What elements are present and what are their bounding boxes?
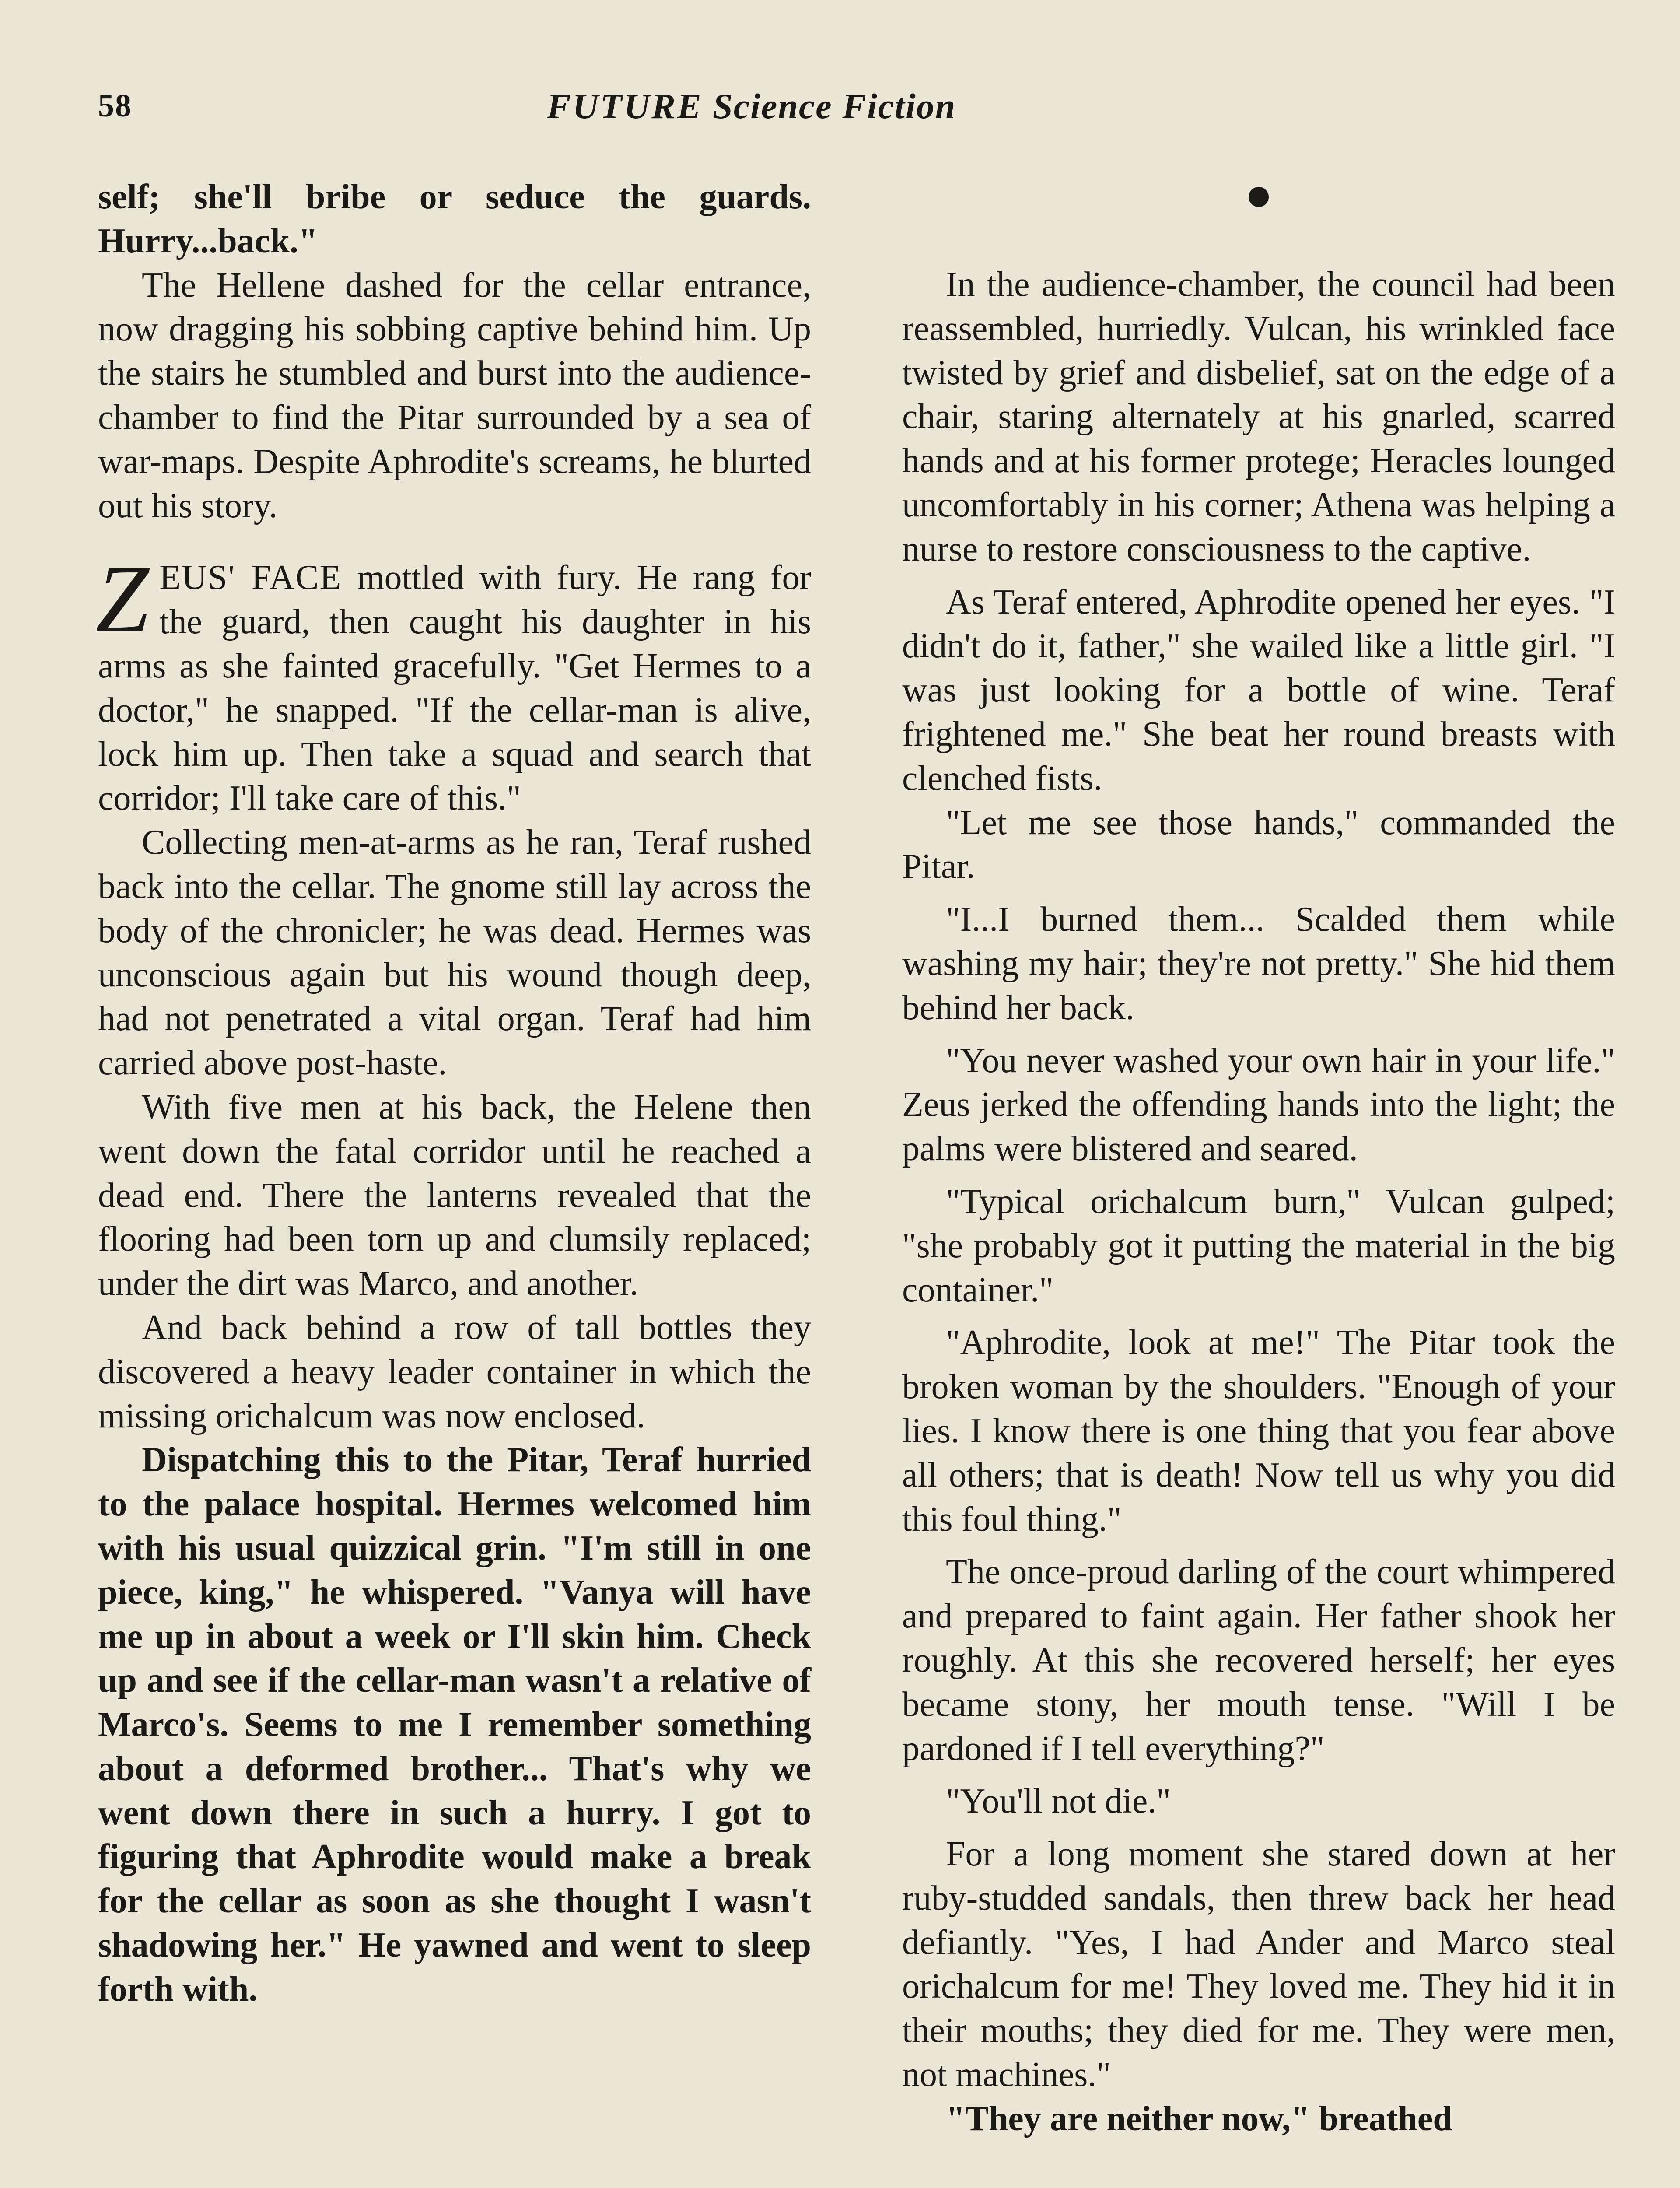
magazine-name: FUTURE <box>547 86 703 126</box>
paragraph: "Let me see those hands," commanded the Pitar. <box>902 803 1615 886</box>
paragraph: With five men at his back, the Helene then went down the fatal corridor until he reached a dead end. There the lanterns revealed that the flooring had been torn up and clumsily replaced; under the dirt was Marco, and another. <box>98 1087 811 1303</box>
paragraph: Collecting men-at-arms as he ran, Teraf rushed back into the cellar. The gnome still lay across the body of the chronicler; he was dead. Hermes was unconscious again but his wound though deep, had not penetrated a vital organ. Teraf had him carried above post-haste. <box>98 823 811 1083</box>
paragraph: Dispatching this to the Pitar, Teraf hurried to the palace hospital. Hermes welcomed him with his usual quizzical grin. "I'm still in one piece, king," he whispered. "Vanya will have me up in about a week or I'll skin him. Check up and see if the cellar-man wasn't a relative of Marco's. Seems to me I remember something about a deformed brother... That's why we went down there in such a hurry. I got to figuring that Aphrodite would make a break for the cellar as soon as she thought I wasn't shadowing her." He yawned and went to sleep forth with. <box>98 1441 811 2009</box>
paragraph: The once-proud darling of the court whimpered and prepared to faint again. Her father shook her roughly. At this she recovered herself; her eyes became stony, her mouth tense. "Will I be pardoned if I tell everything?" <box>902 1553 1615 1768</box>
paragraph: "They are neither now," breathed <box>946 2099 1452 2138</box>
paragraph: For a long moment she stared down at her ruby-studded sandals, then threw back her head defiantly. "Yes, I had Ander and Marco steal orichalcum for me! They loved me. They hid it in their mouths; they died for me. They were men, not machines." <box>902 1835 1615 2094</box>
paragraph: "You never washed your own hair in your life." Zeus jerked the offending hands into the light; the palms were blistered and seared. <box>902 1041 1615 1168</box>
paragraph: "I...I burned them... Scalded them while washing my hair; they're not pretty." She hid them behind her back. <box>902 900 1615 1027</box>
paragraph: And back behind a row of tall bottles they discovered a heavy leader container in which the missing orichalcum was now enclosed. <box>98 1308 811 1435</box>
drop-cap: Z <box>95 546 149 653</box>
paragraph: As Teraf entered, Aphrodite opened her eyes. "I didn't do it, father," she wailed like a little girl. "I was just looking for a bottle of wine. Teraf frightened me." She beat her round breasts with clenched fists. <box>902 582 1615 798</box>
paragraph-text: mottled with fury. He rang for the guard, then caught his daughter in his arms as she fainted gracefully. "Get Hermes to a doctor," he snapped. "If the cellar-man is alive, lock him up. Then take a squad and search that corridor; I'll take care of this." <box>98 558 812 818</box>
page-number: 58 <box>98 88 132 124</box>
paragraph-with-dropcap <box>95 546 812 820</box>
lead-caps: EUS' FACE <box>159 558 342 597</box>
paragraph: "You'll not die." <box>946 1782 1171 1821</box>
magazine-name-rest: Science Fiction <box>713 86 956 126</box>
paragraph: "Typical orichalcum burn," Vulcan gulped; "she probably got it putting the material in the big container." <box>902 1182 1615 1309</box>
right-column <box>902 175 1615 2141</box>
paragraph: The Hellene dashed for the cellar entrance, now dragging his sobbing captive behind him. Up the stairs he stumbled and burst into the audience-chamber to find the Pitar surrounded by a sea of war-maps. Despite Aphrodite's screams, he blurted out his story. <box>98 266 811 525</box>
left-column <box>95 175 812 2012</box>
paragraph: In the audience-chamber, the council had been reassembled, hurriedly. Vulcan, his wrinkled face twisted by grief and disbelief, sat on the edge of a chair, staring alternately at his gnarled, scarred hands and at his former protege; Heracles lounged uncomfortably in his corner; Athena was helping a nurse to restore consciousness to the captive. <box>902 265 1615 568</box>
running-head <box>547 86 956 127</box>
paragraph: self; she'll bribe or seduce the guards. Hurry...back." <box>98 178 811 260</box>
section-break <box>902 175 1615 219</box>
bullet-icon <box>1249 187 1269 207</box>
paragraph: "Aphrodite, look at me!" The Pitar took the broken woman by the shoulders. "Enough of your lies. I know there is one thing that you fear above all others; that is death! Now tell us why you did this foul thing." <box>902 1323 1615 1539</box>
